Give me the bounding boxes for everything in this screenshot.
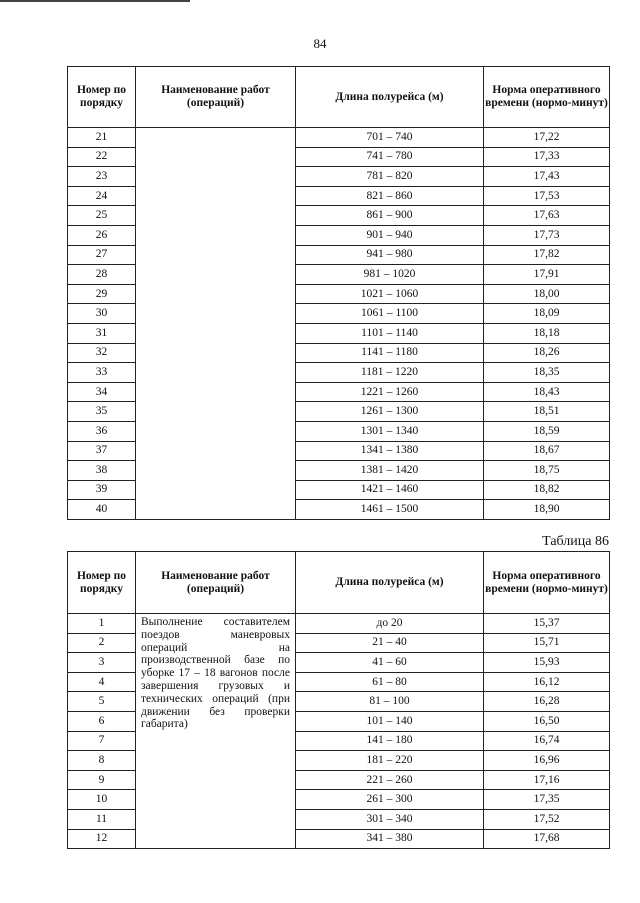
cell-norm: 18,82 bbox=[484, 480, 610, 500]
header-length: Длина полурейса (м) bbox=[296, 552, 484, 614]
cell-length: 141 – 180 bbox=[296, 731, 484, 751]
cell-num: 12 bbox=[68, 829, 136, 849]
cell-num: 27 bbox=[68, 245, 136, 265]
cell-norm: 17,68 bbox=[484, 829, 610, 849]
cell-length: 61 – 80 bbox=[296, 672, 484, 692]
table-row bbox=[68, 614, 610, 634]
cell-length: 821 – 860 bbox=[296, 186, 484, 206]
cell-norm: 18,26 bbox=[484, 343, 610, 363]
cell-norm: 16,50 bbox=[484, 711, 610, 731]
cell-num: 28 bbox=[68, 265, 136, 285]
cell-num: 29 bbox=[68, 284, 136, 304]
cell-length: 81 – 100 bbox=[296, 692, 484, 712]
cell-length: 1261 – 1300 bbox=[296, 402, 484, 422]
cell-norm: 18,09 bbox=[484, 304, 610, 324]
cell-operation-name: Выполнение составителем поездов маневровых операций на производственной базе по уборке 17 – 18 вагонов после завершения грузовых и технических операций (при движении без проверки габарита) bbox=[136, 614, 296, 849]
cell-length: 1381 – 1420 bbox=[296, 461, 484, 481]
cell-norm: 15,93 bbox=[484, 653, 610, 673]
cell-norm: 15,37 bbox=[484, 614, 610, 634]
cell-norm: 17,35 bbox=[484, 790, 610, 810]
cell-norm: 18,51 bbox=[484, 402, 610, 422]
cell-num: 32 bbox=[68, 343, 136, 363]
cell-length: 1421 – 1460 bbox=[296, 480, 484, 500]
cell-norm: 18,59 bbox=[484, 421, 610, 441]
cell-num: 40 bbox=[68, 500, 136, 520]
page-number: 84 bbox=[313, 36, 327, 51]
cell-length: 701 – 740 bbox=[296, 128, 484, 148]
cell-num: 36 bbox=[68, 421, 136, 441]
cell-num: 3 bbox=[68, 653, 136, 673]
header-num: Номер по порядку bbox=[68, 67, 136, 128]
cell-num: 9 bbox=[68, 770, 136, 790]
cell-operation-name bbox=[136, 128, 296, 520]
cell-length: 21 – 40 bbox=[296, 633, 484, 653]
cell-norm: 17,22 bbox=[484, 128, 610, 148]
cell-num: 37 bbox=[68, 441, 136, 461]
cell-length: 1301 – 1340 bbox=[296, 421, 484, 441]
cell-norm: 18,35 bbox=[484, 363, 610, 383]
cell-length: 221 – 260 bbox=[296, 770, 484, 790]
cell-num: 10 bbox=[68, 790, 136, 810]
cell-length: 101 – 140 bbox=[296, 711, 484, 731]
cell-length: 1461 – 1500 bbox=[296, 500, 484, 520]
header-name: Наименование работ (операций) bbox=[136, 552, 296, 614]
cell-num: 26 bbox=[68, 225, 136, 245]
cell-length: 1141 – 1180 bbox=[296, 343, 484, 363]
table-label: Таблица 86 bbox=[542, 534, 609, 549]
norm-table-86 bbox=[67, 551, 610, 849]
cell-num: 4 bbox=[68, 672, 136, 692]
cell-norm: 18,75 bbox=[484, 461, 610, 481]
cell-num: 11 bbox=[68, 809, 136, 829]
header-name: Наименование работ (операций) bbox=[136, 67, 296, 128]
cell-length: 41 – 60 bbox=[296, 653, 484, 673]
cell-norm: 17,53 bbox=[484, 186, 610, 206]
cell-length: 1181 – 1220 bbox=[296, 363, 484, 383]
cell-norm: 17,63 bbox=[484, 206, 610, 226]
cell-num: 33 bbox=[68, 363, 136, 383]
norm-table-continued bbox=[67, 66, 610, 520]
cell-length: 861 – 900 bbox=[296, 206, 484, 226]
cell-length: 981 – 1020 bbox=[296, 265, 484, 285]
cell-length: 941 – 980 bbox=[296, 245, 484, 265]
cell-norm: 16,96 bbox=[484, 751, 610, 771]
cell-norm: 16,12 bbox=[484, 672, 610, 692]
cell-norm: 18,00 bbox=[484, 284, 610, 304]
cell-length: 781 – 820 bbox=[296, 167, 484, 187]
cell-length: 1341 – 1380 bbox=[296, 441, 484, 461]
cell-num: 1 bbox=[68, 614, 136, 634]
cell-norm: 17,73 bbox=[484, 225, 610, 245]
cell-length: 261 – 300 bbox=[296, 790, 484, 810]
cell-num: 21 bbox=[68, 128, 136, 148]
cell-norm: 18,18 bbox=[484, 323, 610, 343]
cell-num: 5 bbox=[68, 692, 136, 712]
cell-norm: 17,33 bbox=[484, 147, 610, 167]
header-num: Номер по порядку bbox=[68, 552, 136, 614]
cell-norm: 15,71 bbox=[484, 633, 610, 653]
cell-length: до 20 bbox=[296, 614, 484, 634]
header-norm: Норма оперативного времени (нормо-минут) bbox=[484, 552, 610, 614]
cell-num: 2 bbox=[68, 633, 136, 653]
cell-num: 30 bbox=[68, 304, 136, 324]
cell-num: 39 bbox=[68, 480, 136, 500]
cell-length: 1221 – 1260 bbox=[296, 382, 484, 402]
cell-norm: 17,91 bbox=[484, 265, 610, 285]
cell-norm: 16,74 bbox=[484, 731, 610, 751]
cell-num: 34 bbox=[68, 382, 136, 402]
cell-num: 23 bbox=[68, 167, 136, 187]
cell-length: 1021 – 1060 bbox=[296, 284, 484, 304]
cell-norm: 18,90 bbox=[484, 500, 610, 520]
table-row bbox=[68, 128, 610, 148]
cell-num: 31 bbox=[68, 323, 136, 343]
cell-length: 301 – 340 bbox=[296, 809, 484, 829]
cell-num: 38 bbox=[68, 461, 136, 481]
cell-length: 901 – 940 bbox=[296, 225, 484, 245]
header-norm: Норма оперативного времени (нормо-минут) bbox=[484, 67, 610, 128]
scan-edge-mark bbox=[0, 0, 190, 2]
cell-num: 24 bbox=[68, 186, 136, 206]
cell-norm: 18,67 bbox=[484, 441, 610, 461]
cell-num: 35 bbox=[68, 402, 136, 422]
cell-length: 341 – 380 bbox=[296, 829, 484, 849]
cell-num: 25 bbox=[68, 206, 136, 226]
cell-norm: 18,43 bbox=[484, 382, 610, 402]
cell-length: 741 – 780 bbox=[296, 147, 484, 167]
cell-norm: 17,52 bbox=[484, 809, 610, 829]
header-length: Длина полурейса (м) bbox=[296, 67, 484, 128]
cell-num: 22 bbox=[68, 147, 136, 167]
cell-num: 7 bbox=[68, 731, 136, 751]
cell-length: 181 – 220 bbox=[296, 751, 484, 771]
cell-length: 1061 – 1100 bbox=[296, 304, 484, 324]
cell-length: 1101 – 1140 bbox=[296, 323, 484, 343]
cell-num: 6 bbox=[68, 711, 136, 731]
cell-norm: 17,16 bbox=[484, 770, 610, 790]
cell-num: 8 bbox=[68, 751, 136, 771]
cell-norm: 17,43 bbox=[484, 167, 610, 187]
cell-norm: 16,28 bbox=[484, 692, 610, 712]
cell-norm: 17,82 bbox=[484, 245, 610, 265]
